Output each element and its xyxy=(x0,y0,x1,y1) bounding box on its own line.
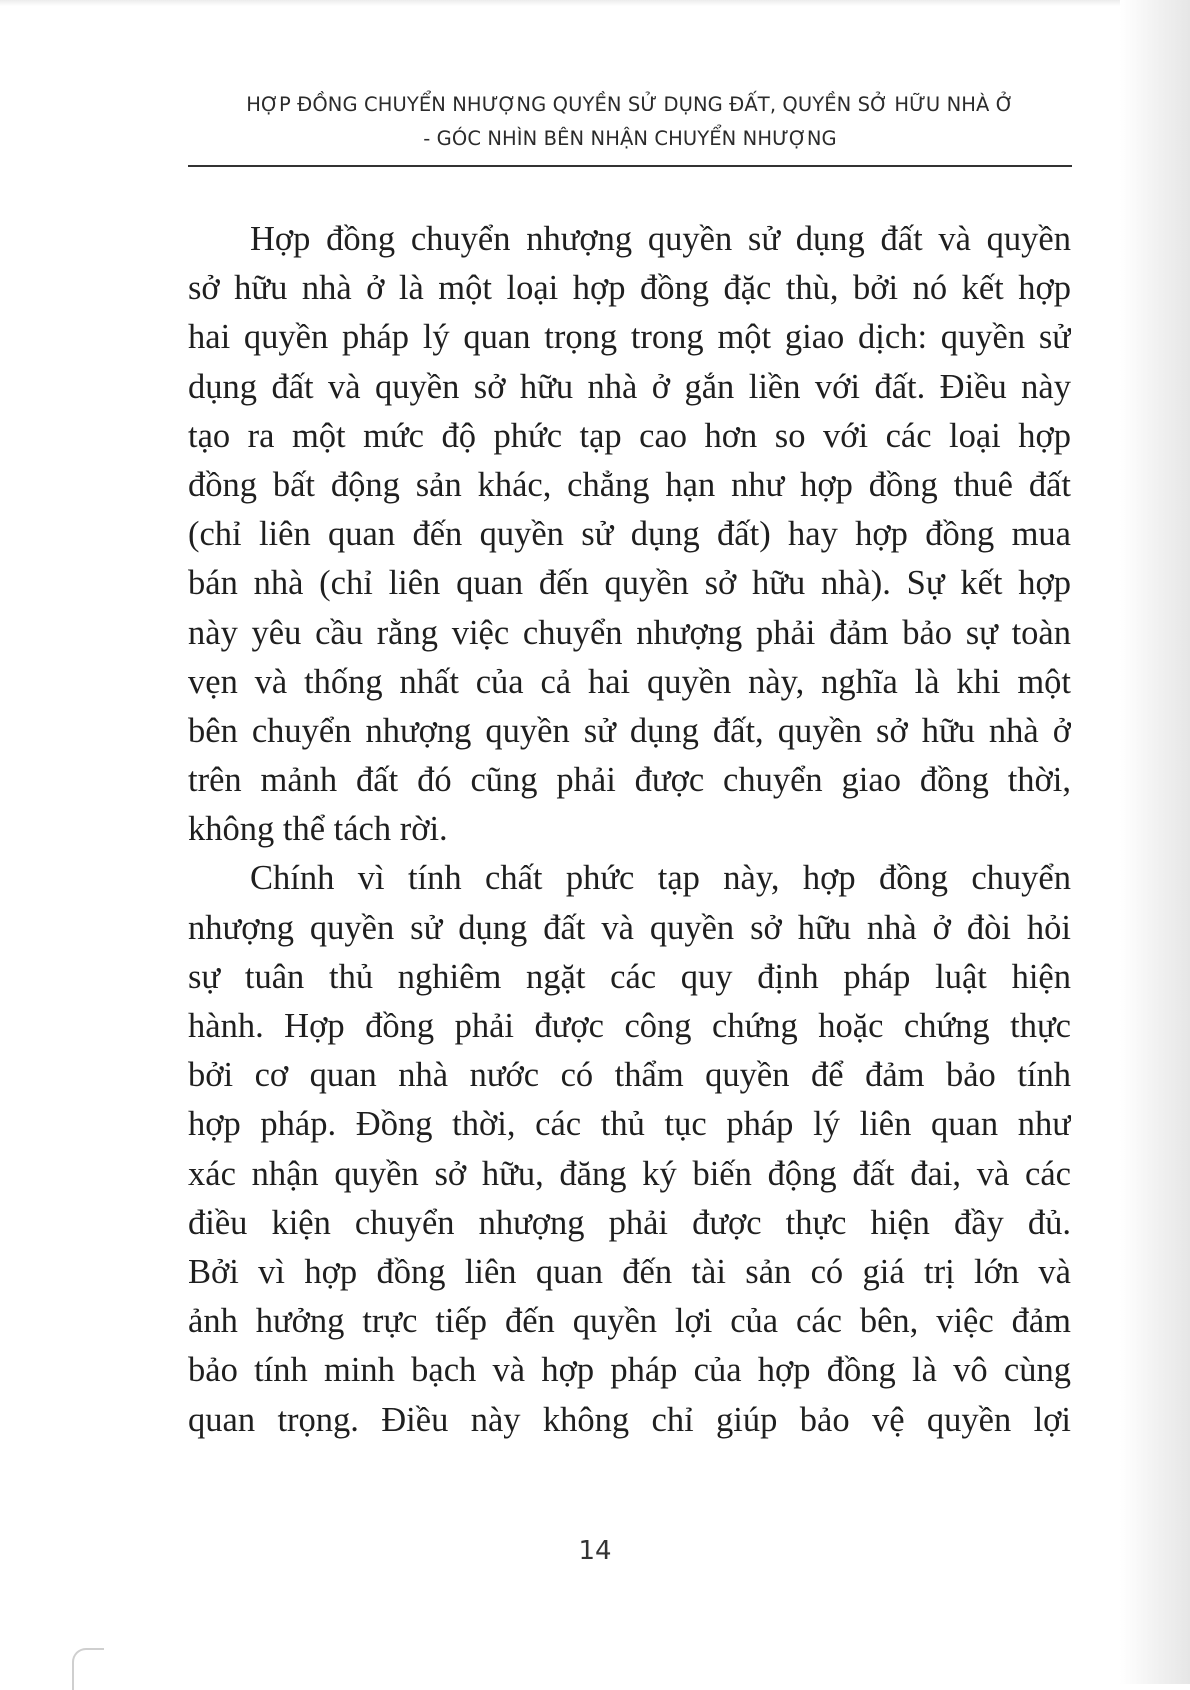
paragraph-line: sự tuân thủ nghiêm ngặt các quy định pháp luật hiện xyxy=(188,957,1071,996)
paragraph-line: bởi cơ quan nhà nước có thẩm quyền để đảm bảo tính xyxy=(188,1056,1071,1095)
paragraph-line: dụng đất và quyền sở hữu nhà ở gắn liền với đất. Điều này xyxy=(188,367,1071,406)
paragraph-1 xyxy=(188,215,1071,854)
paragraph-line: ảnh hưởng trực tiếp đến quyền lợi của các bên, việc đảm xyxy=(188,1302,1071,1341)
paragraph-line: điều kiện chuyển nhượng phải được thực hiện đầy đủ. xyxy=(188,1203,1071,1242)
paragraph-2 xyxy=(188,854,1071,1444)
paragraph-line: (chỉ liên quan đến quyền sử dụng đất) hay hợp đồng mua xyxy=(188,515,1071,554)
paragraph-line: hành. Hợp đồng phải được công chứng hoặc chứng thực xyxy=(188,1007,1071,1045)
paragraph-line: bảo tính minh bạch và hợp pháp của hợp đồng là vô cùng xyxy=(188,1351,1071,1390)
page-edge-shading xyxy=(1120,0,1190,1684)
paragraph-line: nhượng quyền sử dụng đất và quyền sở hữu nhà ở đòi hỏi xyxy=(188,908,1071,947)
paragraph-line: Bởi vì hợp đồng liên quan đến tài sản có giá trị lớn và xyxy=(188,1252,1071,1291)
header-divider xyxy=(188,165,1072,167)
page-number: 14 xyxy=(578,1536,612,1566)
paragraph-line: đồng bất động sản khác, chẳng hạn như hợp đồng thuê đất xyxy=(188,465,1071,504)
paragraph-line: bên chuyển nhượng quyền sử dụng đất, quyền sở hữu nhà ở xyxy=(188,711,1071,750)
paragraph-line: sở hữu nhà ở là một loại hợp đồng đặc thù, bởi nó kết hợp xyxy=(188,269,1071,308)
paragraph-line: Chính vì tính chất phức tạp này, hợp đồng chuyển xyxy=(250,859,1071,898)
page-top-shadow xyxy=(0,0,1190,6)
paragraph-line: bán nhà (chỉ liên quan đến quyền sở hữu nhà). Sự kết hợp xyxy=(188,564,1071,603)
body-text xyxy=(188,215,1071,1445)
paragraph-line: này yêu cầu rằng việc chuyển nhượng phải đảm bảo sự toàn xyxy=(188,613,1071,652)
paragraph-line: hợp pháp. Đồng thời, các thủ tục pháp lý liên quan như xyxy=(188,1105,1071,1144)
paragraph-line: Hợp đồng chuyển nhượng quyền sử dụng đất và quyền xyxy=(250,220,1071,258)
paragraph-line: xác nhận quyền sở hữu, đăng ký biến động đất đai, và các xyxy=(188,1154,1071,1193)
header-title-line-2: - GÓC NHÌN BÊN NHẬN CHUYỂN NHƯỢNG xyxy=(423,127,837,150)
paragraph-line: trên mảnh đất đó cũng phải được chuyển giao đồng thời, xyxy=(188,761,1071,800)
running-header xyxy=(190,88,1070,156)
paragraph-line: không thể tách rời. xyxy=(188,810,448,849)
header-title-line-1: HỢP ĐỒNG CHUYỂN NHƯỢNG QUYỀN SỬ DỤNG ĐẤT, QUYỀN SỞ HỮU NHÀ Ở xyxy=(246,93,1014,116)
paragraph-line: quan trọng. Điều này không chỉ giúp bảo vệ quyền lợi xyxy=(188,1400,1071,1439)
paragraph-line: vẹn và thống nhất của cả hai quyền này, nghĩa là khi một xyxy=(188,662,1071,701)
paragraph-line: hai quyền pháp lý quan trọng trong một giao dịch: quyền sử xyxy=(188,318,1071,357)
paragraph-line: tạo ra một mức độ phức tạp cao hơn so với các loại hợp xyxy=(188,416,1071,455)
